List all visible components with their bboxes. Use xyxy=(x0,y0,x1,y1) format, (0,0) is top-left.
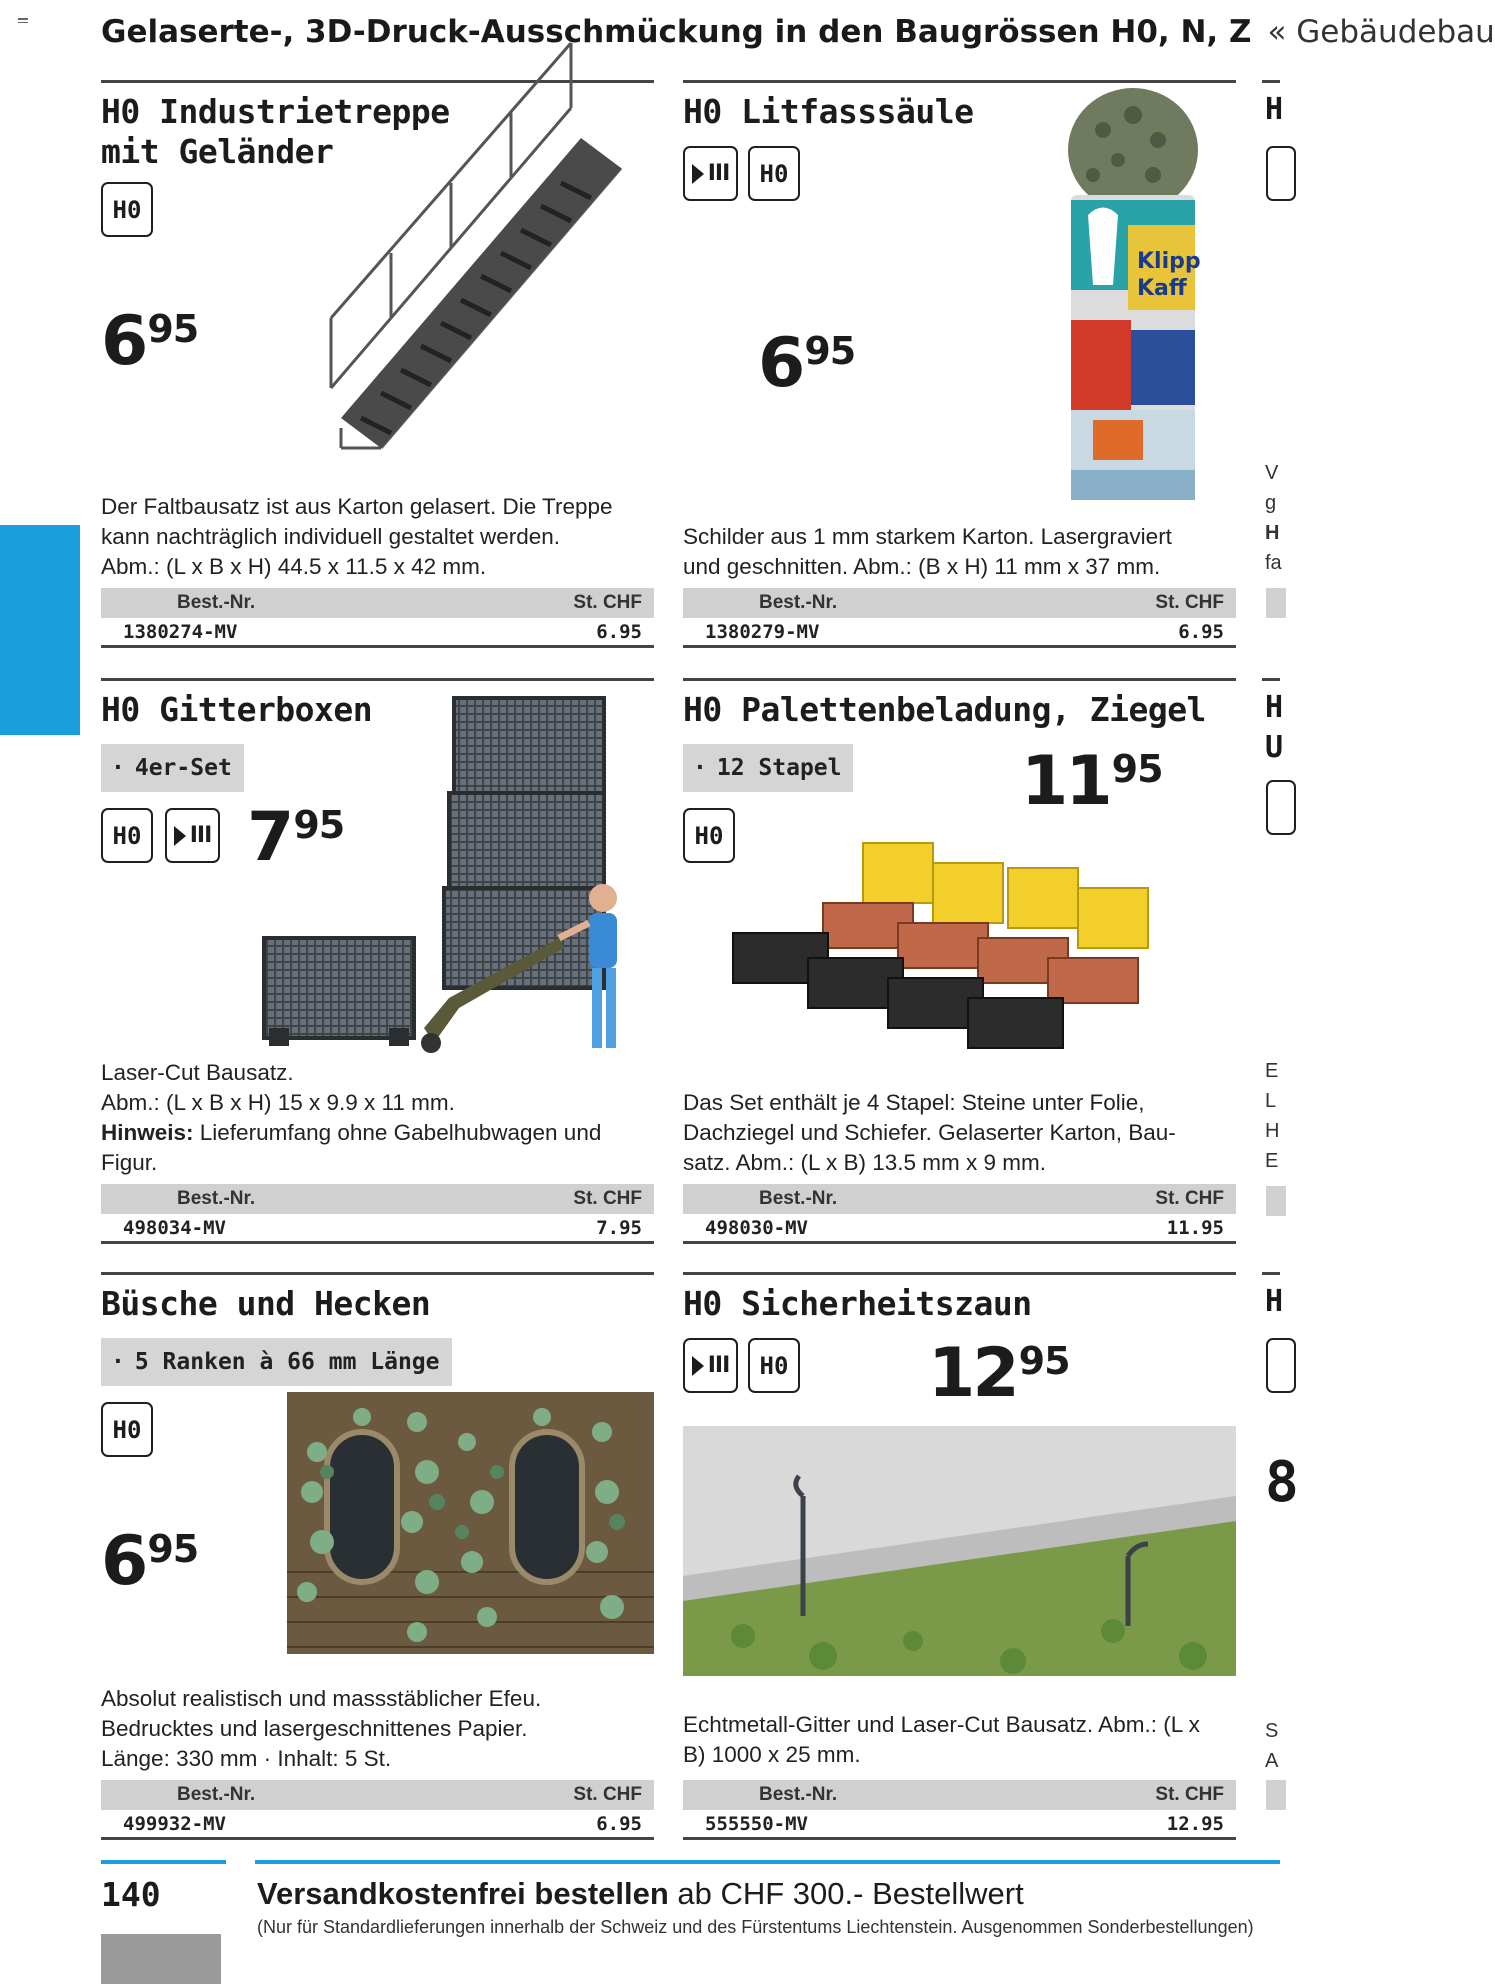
cropped-title-char: H xyxy=(1265,92,1284,127)
promo-detail: ab CHF 300.- Bestellwert xyxy=(668,1876,1024,1911)
price-integer: 12 xyxy=(928,1334,1017,1413)
description-line: Länge: 330 mm · Inhalt: 5 St. xyxy=(101,1746,392,1771)
description-line: Schilder aus 1 mm starkem Karton. Lasergraviert xyxy=(683,524,1172,549)
badge-label: H0 xyxy=(694,821,724,850)
badge-label: H0 xyxy=(759,159,789,188)
hint-text: Lieferumfang ohne Gabelhubwagen und xyxy=(193,1120,602,1145)
cropped-text-char: fa xyxy=(1265,552,1282,574)
price-cents: 95 xyxy=(147,307,199,351)
product-title xyxy=(683,92,974,132)
cropped-title-char: H xyxy=(1265,690,1284,725)
product-title-line: H0 Litfasssäule xyxy=(683,92,974,131)
header-breadcrumb[interactable]: « Gebäudebau xyxy=(1267,14,1495,50)
chip-label: 5 Ranken à 66 mm Länge xyxy=(134,1349,440,1375)
price-integer: 6 xyxy=(758,324,803,403)
order-table-header xyxy=(101,588,654,618)
card-divider xyxy=(101,678,654,681)
order-table xyxy=(101,1184,654,1244)
page-header xyxy=(101,10,1495,54)
description-line: Absolut realistisch und massstäblicher Efeu. xyxy=(101,1686,542,1711)
price-integer: 11 xyxy=(1021,742,1110,821)
order-number: 555550-MV xyxy=(705,1812,808,1835)
product-price xyxy=(101,302,199,381)
page-number: 140 xyxy=(101,1875,161,1914)
order-row[interactable] xyxy=(683,1810,1236,1840)
product-title xyxy=(101,1284,430,1324)
order-row[interactable] xyxy=(101,618,654,648)
header-title: Gelaserte-, 3D-Druck-Ausschmückung in den Baugrössen H0, N, Z xyxy=(101,14,1252,50)
sound-function-badge xyxy=(165,808,220,863)
badge-label: III xyxy=(189,823,212,848)
badge-label: III xyxy=(707,161,730,186)
order-row[interactable] xyxy=(683,618,1236,648)
order-number: 498034-MV xyxy=(123,1216,226,1239)
description-line: kann nachträglich individuell gestaltet werden. xyxy=(101,524,561,549)
order-number: 498030-MV xyxy=(705,1216,808,1239)
product-title xyxy=(683,690,1206,730)
order-row[interactable] xyxy=(101,1214,654,1244)
order-table xyxy=(683,1184,1236,1244)
product-title-line: H0 Industrietreppe xyxy=(101,92,450,131)
order-table-header xyxy=(683,588,1236,618)
price-cents: 95 xyxy=(293,803,345,847)
product-title-line: Büsche und Hecken xyxy=(101,1284,431,1323)
description-line: Das Set enthält je 4 Stapel: Steine unter Folie, xyxy=(683,1090,1145,1115)
order-price: 12.95 xyxy=(1166,1812,1224,1835)
play-icon xyxy=(692,164,704,184)
scale-h0-badge xyxy=(101,1402,153,1457)
order-number-header: Best.-Nr. xyxy=(759,592,838,613)
badge-label: H0 xyxy=(112,195,142,224)
price-cents: 95 xyxy=(804,329,856,373)
footer-divider xyxy=(101,1860,226,1864)
order-table xyxy=(683,1780,1236,1840)
price-header: St. CHF xyxy=(573,1784,642,1805)
product-title xyxy=(683,1284,1032,1324)
chip-label: 4er-Set xyxy=(134,755,232,781)
card-divider xyxy=(683,80,1236,83)
scale-h0-badge xyxy=(748,1338,800,1393)
scale-h0-badge xyxy=(748,146,800,201)
sound-function-badge xyxy=(683,1338,738,1393)
card-divider xyxy=(1262,80,1280,83)
badge-label: H0 xyxy=(112,1415,142,1444)
product-card-industrietreppe xyxy=(101,80,654,652)
product-description xyxy=(683,1088,1236,1178)
cropped-price-char: 8 xyxy=(1265,1450,1299,1515)
page-tab[interactable] xyxy=(101,1934,221,1984)
product-description xyxy=(101,1684,654,1774)
cropped-badge xyxy=(1266,1338,1296,1393)
product-price xyxy=(928,1334,1070,1413)
cropped-text-char: H xyxy=(1265,522,1280,544)
shipping-promo xyxy=(257,1872,1024,1916)
description-line: und geschnitten. Abm.: (B x H) 11 mm x 37 mm. xyxy=(683,554,1161,579)
cropped-title-char: U xyxy=(1265,730,1284,765)
description-line: Abm.: (L x B x H) 44.5 x 11.5 x 42 mm. xyxy=(101,554,487,579)
hint-label: Hinweis: xyxy=(101,1120,194,1145)
play-icon xyxy=(174,826,186,846)
badge-label: H0 xyxy=(112,821,142,850)
card-divider xyxy=(1262,678,1280,681)
description-line: Der Faltbausatz ist aus Karton gelasert. Die Treppe xyxy=(101,494,613,519)
scale-h0-badge xyxy=(101,808,153,863)
product-description xyxy=(683,522,1236,582)
cropped-badge xyxy=(1266,780,1296,835)
footer-divider xyxy=(255,1860,1280,1864)
price-header: St. CHF xyxy=(573,1188,642,1209)
order-price: 6.95 xyxy=(1178,620,1224,643)
order-number: 499932-MV xyxy=(123,1812,226,1835)
cropped-next-column xyxy=(1262,80,1299,1840)
product-card-litfasssaeule xyxy=(683,80,1236,652)
description-line: Bedrucktes und lasergeschnittenes Papier. xyxy=(101,1716,528,1741)
price-integer: 6 xyxy=(101,1522,146,1601)
product-price xyxy=(758,324,856,403)
bullet-icon: · xyxy=(111,755,125,781)
menu-icon[interactable] xyxy=(18,18,28,26)
order-number-header: Best.-Nr. xyxy=(759,1784,838,1805)
advertising-column-image xyxy=(1033,90,1233,520)
product-price xyxy=(1021,742,1163,821)
order-table xyxy=(683,588,1236,648)
chip-label: 12 Stapel xyxy=(716,755,842,781)
order-row[interactable] xyxy=(683,1214,1236,1244)
order-table-header xyxy=(101,1780,654,1810)
badge-label: H0 xyxy=(759,1351,789,1380)
card-divider xyxy=(683,678,1236,681)
product-card-buesche-hecken xyxy=(101,1272,654,1844)
play-icon xyxy=(692,1356,704,1376)
badge-label: III xyxy=(707,1353,730,1378)
price-cents: 95 xyxy=(147,1527,199,1571)
order-number: 1380274-MV xyxy=(123,620,238,643)
order-price: 11.95 xyxy=(1166,1216,1224,1239)
poster-text: Kaff xyxy=(1137,276,1187,301)
cropped-table-header xyxy=(1266,588,1286,618)
cropped-text-char: E xyxy=(1265,1150,1279,1172)
cropped-table-header xyxy=(1266,1780,1286,1810)
cropped-text-char: E xyxy=(1265,1060,1279,1082)
fence-image xyxy=(683,1426,1236,1676)
cropped-text-char: L xyxy=(1265,1090,1277,1112)
price-header: St. CHF xyxy=(1155,1188,1224,1209)
description-line: B) 1000 x 25 mm. xyxy=(683,1742,861,1767)
card-divider xyxy=(1262,1272,1280,1275)
cropped-text-char: S xyxy=(1265,1720,1279,1742)
price-header: St. CHF xyxy=(1155,592,1224,613)
card-divider xyxy=(683,1272,1236,1275)
product-price xyxy=(101,1522,199,1601)
order-row[interactable] xyxy=(101,1810,654,1840)
order-number-header: Best.-Nr. xyxy=(177,1784,256,1805)
card-divider xyxy=(101,1272,654,1275)
pallet-load-image xyxy=(723,823,1193,1063)
description-line: Abm.: (L x B x H) 15 x 9.9 x 11 mm. xyxy=(101,1090,455,1115)
description-line: Laser-Cut Bausatz. xyxy=(101,1060,294,1085)
order-table-header xyxy=(101,1184,654,1214)
description-line: Echtmetall-Gitter und Laser-Cut Bausatz. Abm.: (L x xyxy=(683,1712,1200,1737)
order-number-header: Best.-Nr. xyxy=(177,1188,256,1209)
product-description xyxy=(683,1710,1236,1770)
order-table xyxy=(101,1780,654,1840)
set-size-chip xyxy=(101,1338,452,1386)
cropped-text-char: V xyxy=(1265,462,1279,484)
scale-h0-badge xyxy=(101,182,153,237)
price-header: St. CHF xyxy=(573,592,642,613)
set-size-chip xyxy=(683,744,853,792)
order-table-header xyxy=(683,1780,1236,1810)
promo-headline: Versandkostenfrei bestellen xyxy=(257,1876,669,1911)
order-price: 6.95 xyxy=(596,1812,642,1835)
cropped-table-header xyxy=(1266,1186,1286,1216)
product-title-line: H0 Sicherheitszaun xyxy=(683,1284,1032,1323)
set-size-chip xyxy=(101,744,244,792)
order-number-header: Best.-Nr. xyxy=(177,592,256,613)
sound-function-badge xyxy=(683,146,738,201)
description-line: Dachziegel und Schiefer. Gelaserter Karton, Bau- xyxy=(683,1120,1176,1145)
cropped-text-char: H xyxy=(1265,1120,1280,1142)
price-integer: 6 xyxy=(101,302,146,381)
product-title-line: mit Geländer xyxy=(101,132,334,171)
order-table-header xyxy=(683,1184,1236,1214)
price-header: St. CHF xyxy=(1155,1784,1224,1805)
price-integer: 7 xyxy=(247,798,292,877)
cropped-text-char: g xyxy=(1265,492,1277,514)
order-number-header: Best.-Nr. xyxy=(759,1188,838,1209)
description-line: satz. Abm.: (L x B) 13.5 mm x 9 mm. xyxy=(683,1150,1046,1175)
bullet-icon: · xyxy=(693,755,707,781)
ivy-wall-image xyxy=(287,1392,654,1654)
price-cents: 95 xyxy=(1111,747,1163,791)
bullet-icon: · xyxy=(111,1349,125,1375)
product-card-palettenbeladung xyxy=(683,678,1236,1250)
product-title-line: H0 Palettenbeladung, Ziegel xyxy=(683,690,1206,729)
product-title-line: H0 Gitterboxen xyxy=(101,690,373,729)
product-description xyxy=(101,492,654,582)
product-description xyxy=(101,1058,654,1178)
staircase-image xyxy=(321,88,641,458)
price-cents: 95 xyxy=(1018,1339,1070,1383)
order-number: 1380279-MV xyxy=(705,620,820,643)
order-price: 6.95 xyxy=(596,620,642,643)
description-line: Figur. xyxy=(101,1150,158,1175)
section-tab[interactable] xyxy=(0,525,80,735)
cropped-text-char: A xyxy=(1265,1750,1279,1772)
cropped-title-char: H xyxy=(1265,1284,1284,1319)
poster-text: Klipp xyxy=(1137,249,1201,274)
product-card-gitterboxen xyxy=(101,678,654,1250)
description-line xyxy=(101,1118,654,1148)
mesh-boxes-image xyxy=(259,698,654,1073)
shipping-note: (Nur für Standardlieferungen innerhalb der Schweiz und des Fürstentums Liechtenstein. Ausgenommen Sonderbestellungen) xyxy=(257,1917,1254,1937)
order-table xyxy=(101,588,654,648)
order-price: 7.95 xyxy=(596,1216,642,1239)
cropped-badge xyxy=(1266,146,1296,201)
product-card-sicherheitszaun xyxy=(683,1272,1236,1844)
